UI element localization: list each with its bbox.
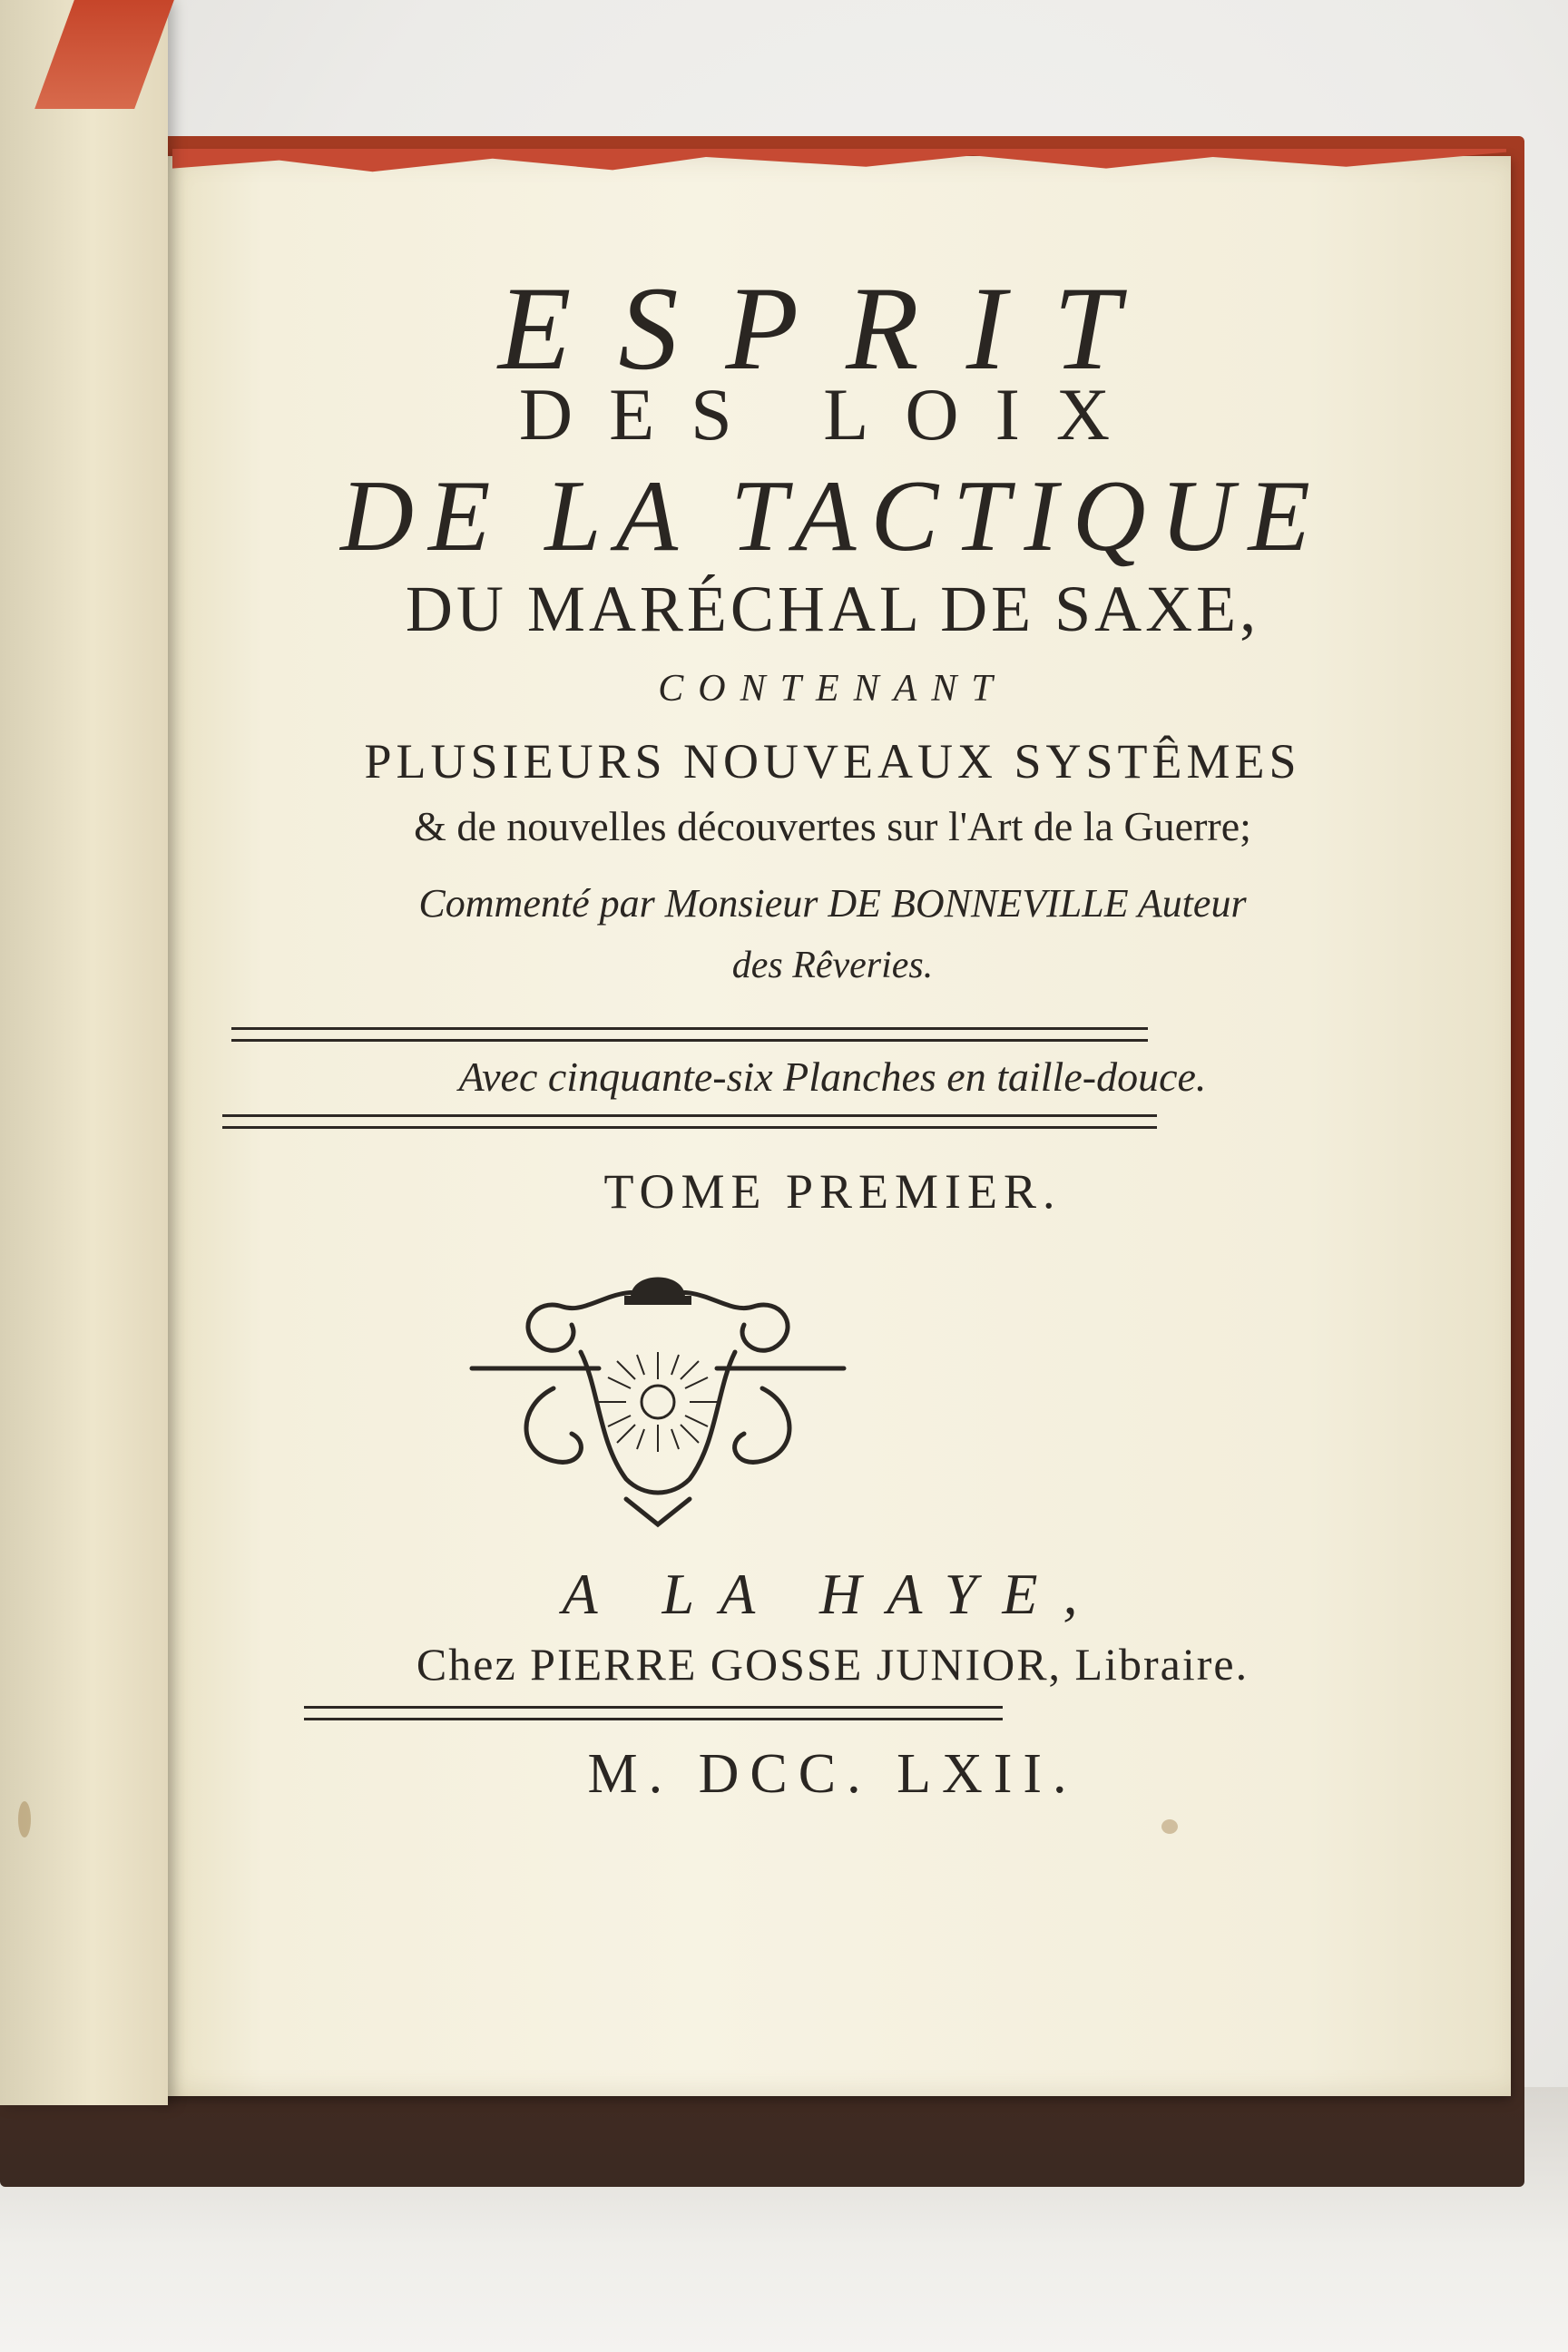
author-line-2: des Rêveries. xyxy=(731,945,934,986)
double-rule-bottom xyxy=(222,1114,1157,1129)
author-line-1: Commenté par Monsieur DE BONNEVILLE Auteur xyxy=(418,881,1247,926)
imprint-date: M. DCC. LXII. xyxy=(587,1743,1078,1805)
left-page-red-edge xyxy=(34,0,174,109)
plates-note: Avec cinquante-six Planches en taille-douce. xyxy=(458,1054,1207,1100)
foxing-stain xyxy=(18,1801,31,1838)
title-line-2: DES LOIX xyxy=(518,373,1147,456)
title-line-4: DU MARÉCHAL DE SAXE, xyxy=(405,573,1260,645)
title-line-3: DE LA TACTIQUE xyxy=(340,460,1325,573)
title-line-1: ESPRIT xyxy=(497,261,1168,395)
imprint-rule xyxy=(304,1706,1003,1720)
imprint-place: A LA HAYE, xyxy=(562,1562,1103,1626)
subtitle-line-1: PLUSIEURS NOUVEAUX SYSTÊMES xyxy=(364,734,1301,789)
imprint-publisher: Chez PIERRE GOSSE JUNIOR, Libraire. xyxy=(416,1639,1250,1690)
subtitle-line-2: & de nouvelles découvertes sur l'Art de la Guerre; xyxy=(414,803,1251,849)
foxing-stain xyxy=(1161,1819,1178,1834)
subtitle-contenant: CONTENANT xyxy=(658,668,1007,710)
double-rule-top xyxy=(231,1027,1148,1042)
volume-label: TOME PREMIER. xyxy=(603,1164,1062,1219)
printer-ornament xyxy=(463,1261,853,1534)
left-page xyxy=(0,0,168,2105)
